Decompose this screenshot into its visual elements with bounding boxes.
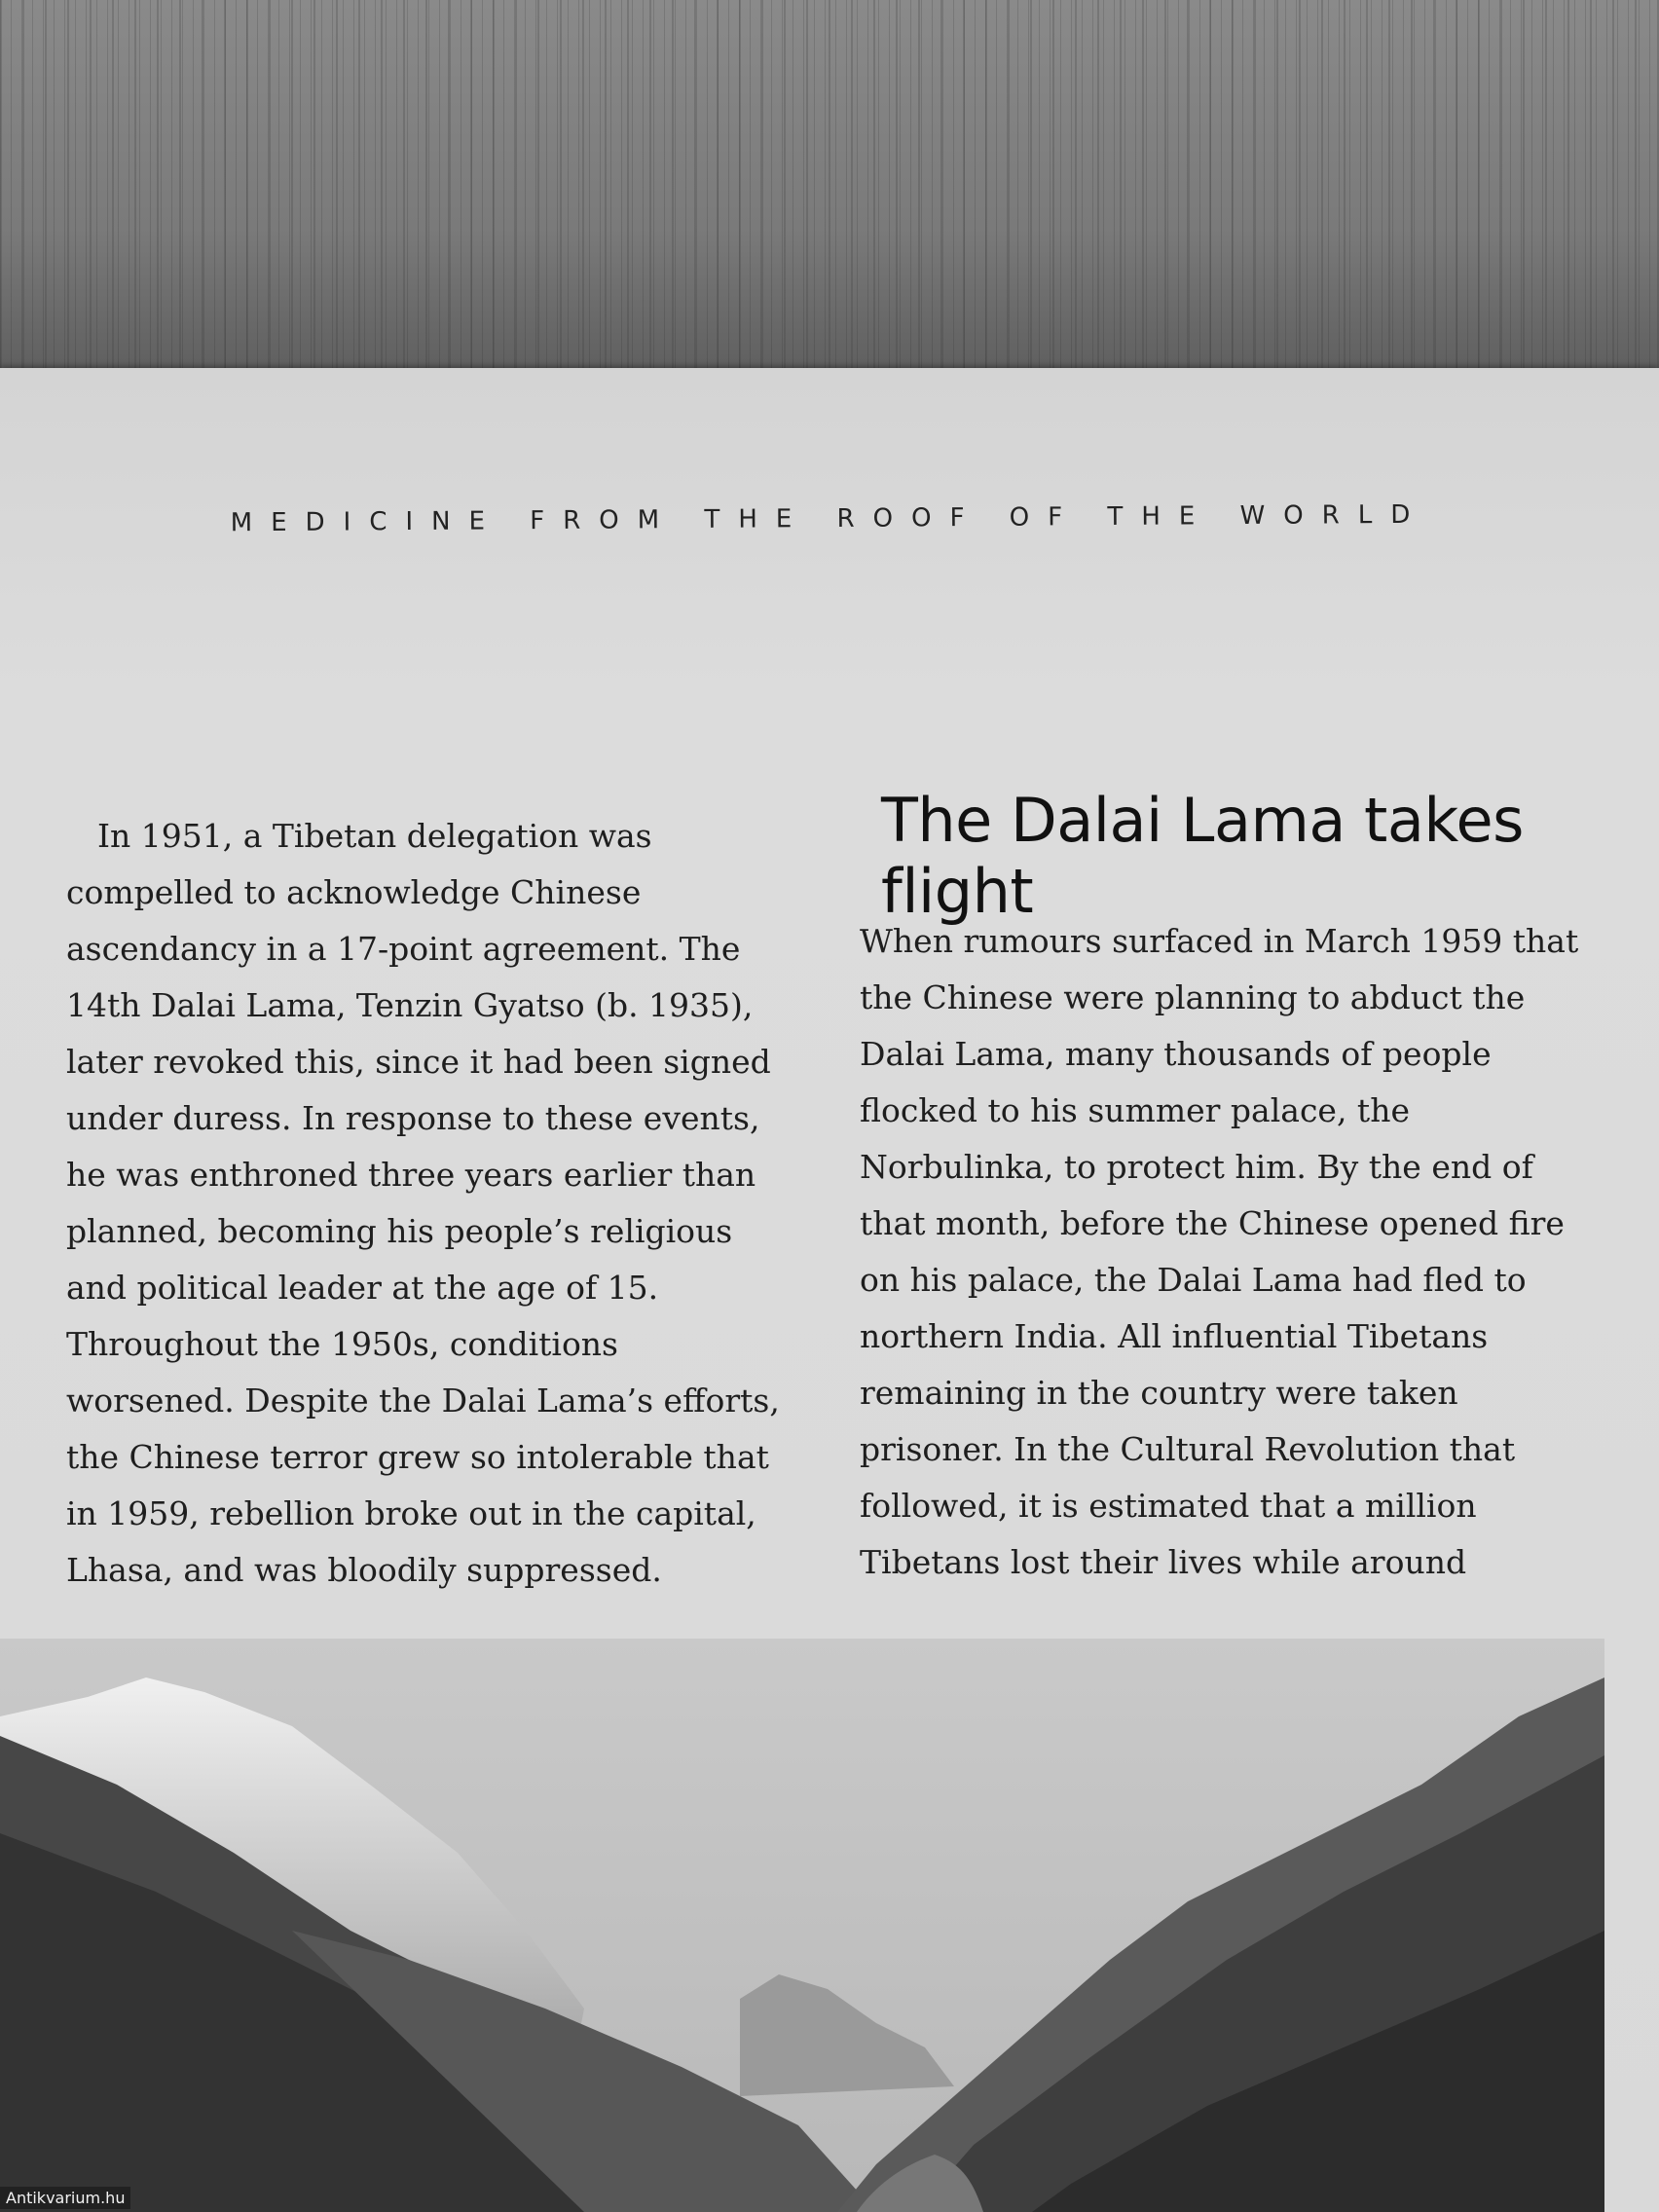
mountain-valley-photo (0, 1639, 1604, 2212)
right-column (860, 913, 1629, 1591)
running-head: MEDICINE FROM THE ROOF OF THE WORLD (230, 499, 1429, 538)
right-line: the Chinese were planning to abduct the (860, 978, 1526, 1016)
left-line: compelled to acknowledge Chinese (66, 873, 642, 911)
book-page (0, 368, 1659, 2212)
table-background (0, 0, 1659, 380)
right-line: that month, before the Chinese opened fire (860, 1204, 1565, 1242)
left-line: In 1951, a Tibetan delegation was (97, 817, 652, 855)
left-line: 14th Dalai Lama, Tenzin Gyatso (b. 1935), (66, 986, 754, 1024)
left-line: ascendancy in a 17-point agreement. The (66, 930, 741, 968)
right-line: When rumours surfaced in March 1959 that (860, 922, 1579, 960)
left-line: the Chinese terror grew so intolerable that (66, 1438, 769, 1476)
right-line: northern India. All influential Tibetans (860, 1317, 1489, 1355)
right-line: on his palace, the Dalai Lama had fled to (860, 1261, 1527, 1299)
right-line: prisoner. In the Cultural Revolution that (860, 1430, 1516, 1468)
right-line: Norbulinka, to protect him. By the end of (860, 1148, 1533, 1186)
left-line: planned, becoming his people’s religious (66, 1212, 733, 1250)
left-line: in 1959, rebellion broke out in the capital, (66, 1494, 756, 1532)
mountain-landscape-illustration (0, 1639, 1604, 2212)
right-line: flocked to his summer palace, the (860, 1091, 1410, 1129)
right-line: remaining in the country were taken (860, 1374, 1458, 1412)
left-column (66, 808, 806, 1599)
right-line: followed, it is estimated that a million (860, 1487, 1477, 1525)
section-heading: The Dalai Lama takes flight (881, 785, 1524, 927)
left-line: under duress. In response to these events, (66, 1099, 760, 1137)
right-line: Tibetans lost their lives while around (860, 1543, 1467, 1581)
left-line: worsened. Despite the Dalai Lama’s efforts, (66, 1382, 780, 1419)
left-line: Lhasa, and was bloodily suppressed. (66, 1551, 662, 1589)
right-line: Dalai Lama, many thousands of people (860, 1035, 1492, 1073)
left-line: later revoked this, since it had been signed (66, 1043, 771, 1081)
left-line: and political leader at the age of 15. (66, 1269, 659, 1307)
left-line: Throughout the 1950s, conditions (66, 1325, 618, 1363)
left-line: he was enthroned three years earlier than (66, 1156, 756, 1194)
watermark: Antikvarium.hu (0, 2187, 130, 2209)
